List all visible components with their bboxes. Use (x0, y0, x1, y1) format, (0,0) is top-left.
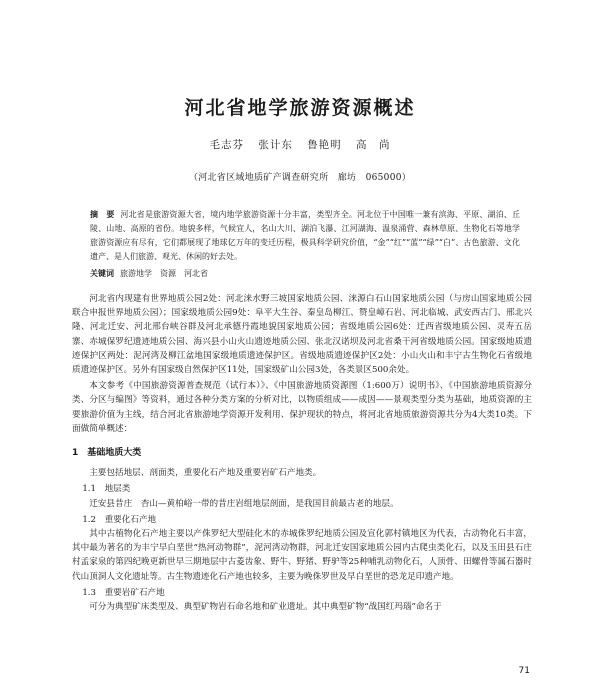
author-list (0, 137, 600, 152)
paragraph: 迁安县昔庄 杏山—黄柏峪一带的昔庄岩组地层剖面，是我国目前最古老的地层。 (89, 498, 399, 509)
body-text (72, 292, 532, 616)
keywords-label: 关键词 (90, 269, 114, 278)
keywords (90, 268, 520, 279)
section-heading: 1 基础地质大类 (72, 448, 142, 459)
abstract-text: 河北省是旅游资源大省，境内地学旅游资源十分丰富，类型齐全。河北位于中国唯一兼有滨海、平原、湖泊、丘陵、山地、高原的省份。地貌多样，气候宜人，名山大川、湖泊飞瀑、江河湖海、温泉涌营、森林草原、生物化石等地学旅游资源应有尽有，它们都展现了地球亿万年的变迁历程，极具科学研究价值，“金”“红”“蓝”“绿”“白”、古色旅游、文化遗产、是人们旅游、观光、休闲的好去处。 (90, 210, 521, 261)
author: 鲁艳明 (307, 139, 342, 151)
subsection-heading: 1.1 地层类 (82, 484, 131, 495)
abstract-label: 摘 要 (90, 210, 115, 219)
paragraph: 本文参考《中国旅游资源普查规范（试行本）》、《中国旅游地质资源图（1:600万）说明书》、《中国旅游地质资源分类、分区与编图》等资料，通过各种分类方案的分析对比，以物质组成——成因——景观类型分类为基础，地质资源的主要旅游价值为主线，结合河北省旅游地学资源开发利用、保护现状的特点，将河北省地质旅游资源共分为4大类10类。下面做简单概述： (72, 381, 532, 434)
page-number: 71 (518, 666, 530, 676)
author: 高 尚 (356, 139, 391, 151)
paragraph: 其中古植物化石产地主要以产侏罗纪大型硅化木的赤城侏罗纪地质公园及宣化郭村镇地区为代表，古动物化石丰富，其中最为著名的为丰宁早白垩世“热河动物群”，泥河湾动物群，河北迁安国家地质公园内古爬虫类化石，以及玉田县石庄村孟家泉的第四纪晚更新世早三期地层中古菱齿象、野牛、野猪、野驴等25种哺乳动物化石，人顶骨、田螺骨等属石器时代山顶洞人文化遗址等。古生物遗迹化石产地也较多，主要为晚侏罗世及早白垩世的恐龙足印遗产地。 (72, 529, 532, 582)
paragraph: 河北省内现建有世界地质公园2处：河北涞水野三坡国家地质公园、涞源白石山国家地质公园（与房山国家地质公园联合申报世界地质公园）；国家级地质公园9处：阜平大生谷、秦皇岛柳江、赞皇嶂石岩、河北临城、武安西古门、邢北兴隆、河北迁安、河北邢台峡谷群及河北承德丹霞地貌国家地质公园；省级地质公园6处：迁西省级地质公园、灵寿五岳寨、赤城保罗纪遗迹地质公园、海兴县小山火山遗迹地质公园、张北汉诺坝及河北省桑干河省级地质公园。国家级地质遗迹保护区两处：泥河湾及柳江盆地国家级地质遗迹保护区。省级地质遗迹保护区2处：小山火山和丰宁古生物化石省级地质遗迹保护区。另外有国家级自然保护区11处，国家级矿山公园3处，各类景区500余处。 (72, 294, 532, 376)
author: 张计东 (258, 139, 293, 151)
author: 毛志芬 (209, 139, 244, 151)
affiliation: （河北省区域地质矿产调查研究所 廊坊 065000） (188, 173, 412, 183)
paper-title: 河北省地学旅游资源概述 (184, 97, 416, 119)
paragraph: 可分为典型矿床类型及、典型矿物岩石命名地和矿业遗址。其中典型矿物“战国红玛瑙”命名于 (89, 602, 442, 613)
abstract (90, 208, 520, 264)
subsection-heading: 1.3 重要岩矿石产地 (82, 587, 165, 598)
subsection-heading: 1.2 重要化石产地 (82, 514, 157, 525)
keywords-text: 旅游地学 资源 河北省 (120, 269, 208, 278)
paragraph: 主要包括地层、剖面类，重要化石产地及重要岩矿石产地类。 (89, 468, 322, 479)
